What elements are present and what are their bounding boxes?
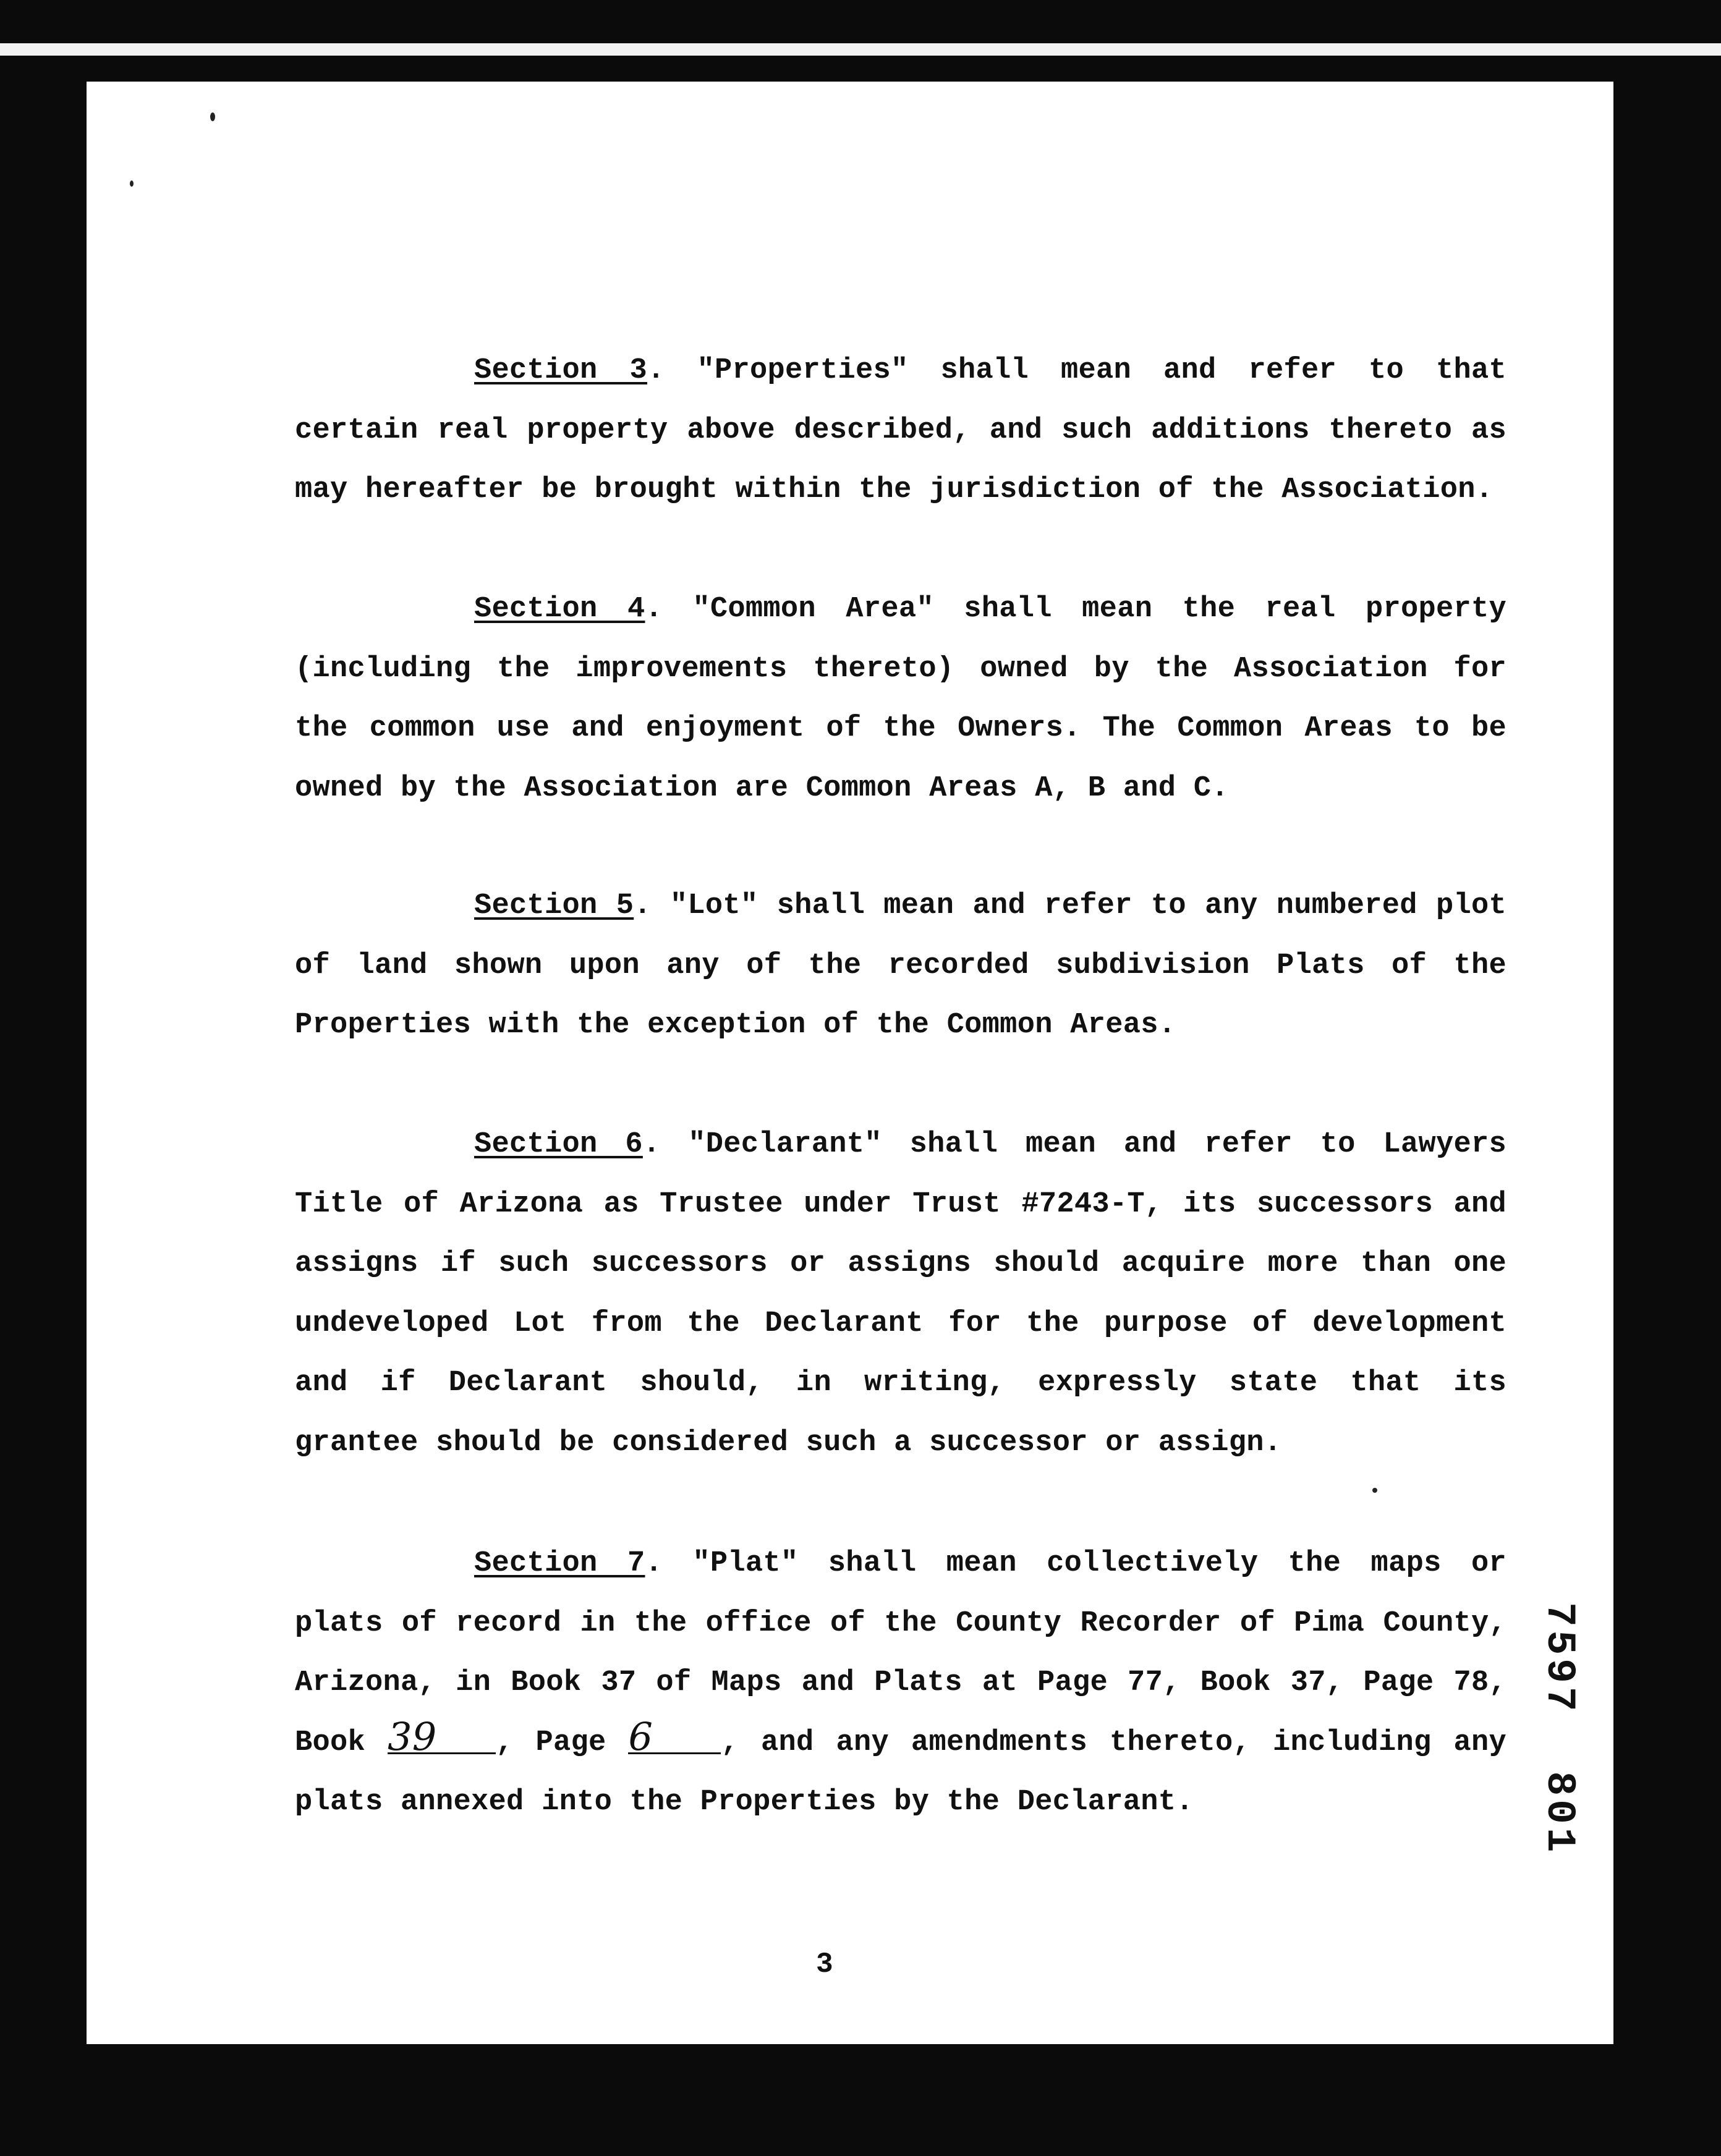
scan-speck bbox=[130, 180, 134, 187]
scan-speck bbox=[210, 112, 215, 121]
section-4-heading: Section 4 bbox=[474, 593, 645, 626]
section-7-text-middle: , Page bbox=[496, 1726, 629, 1759]
section-7-heading: Section 7 bbox=[474, 1547, 645, 1580]
handwritten-page-number: 6 bbox=[628, 1721, 721, 1754]
section-3-text: . "Properties" shall mean and refer to that certain real property above described, and such additions thereto as may hereafter be brought within the jurisdiction of the Association. bbox=[295, 354, 1506, 506]
section-5-paragraph bbox=[295, 876, 1506, 1056]
section-4-text: . "Common Area" shall mean the real property (including the improvements thereto) owned by the Association for the common use and enjoyment of the Owners. The Common Areas to be owned by the Association are Common Areas A, B and C. bbox=[295, 593, 1506, 805]
section-6-paragraph bbox=[295, 1115, 1506, 1473]
handwritten-book-number: 39 bbox=[388, 1721, 496, 1754]
document-page bbox=[87, 82, 1613, 2044]
section-7-paragraph bbox=[295, 1534, 1506, 1833]
section-3-heading: Section 3 bbox=[474, 354, 648, 387]
section-4-paragraph bbox=[295, 580, 1506, 818]
section-5-text: . "Lot" shall mean and refer to any numbered plot of land shown upon any of the recorded subdivision Plats of the Properties with the exception of the Common Areas. bbox=[295, 889, 1506, 1042]
scan-edge-strip bbox=[0, 43, 1721, 56]
section-6-text: . "Declarant" shall mean and refer to Lawyers Title of Arizona as Trustee under Trust #7243-T, its successors and assigns if such successors or assigns should acquire more than one undeveloped Lot from the Declarant for the purpose of development and if Declarant should, in writing, expressly state that its grantee should be considered such a successor or assign. bbox=[295, 1128, 1506, 1459]
section-3-paragraph bbox=[295, 341, 1506, 520]
section-6-heading: Section 6 bbox=[474, 1128, 643, 1161]
page-number: 3 bbox=[816, 1948, 833, 1980]
section-7-text-after: , and any amendments thereto, including any plats annexed into the Properties by the Declarant. bbox=[295, 1726, 1506, 1819]
scan-speck bbox=[1372, 1488, 1377, 1493]
section-7-text-before: . "Plat" shall mean collectively the maps or plats of record in the office of the County Recorder of Pima County, Arizona, in Book 37 of Maps and Plats at Page 77, Book 37, Page 78, Book bbox=[295, 1547, 1506, 1759]
margin-recording-stamp: 7597 801 bbox=[1536, 1602, 1583, 1856]
section-5-heading: Section 5 bbox=[474, 889, 634, 922]
